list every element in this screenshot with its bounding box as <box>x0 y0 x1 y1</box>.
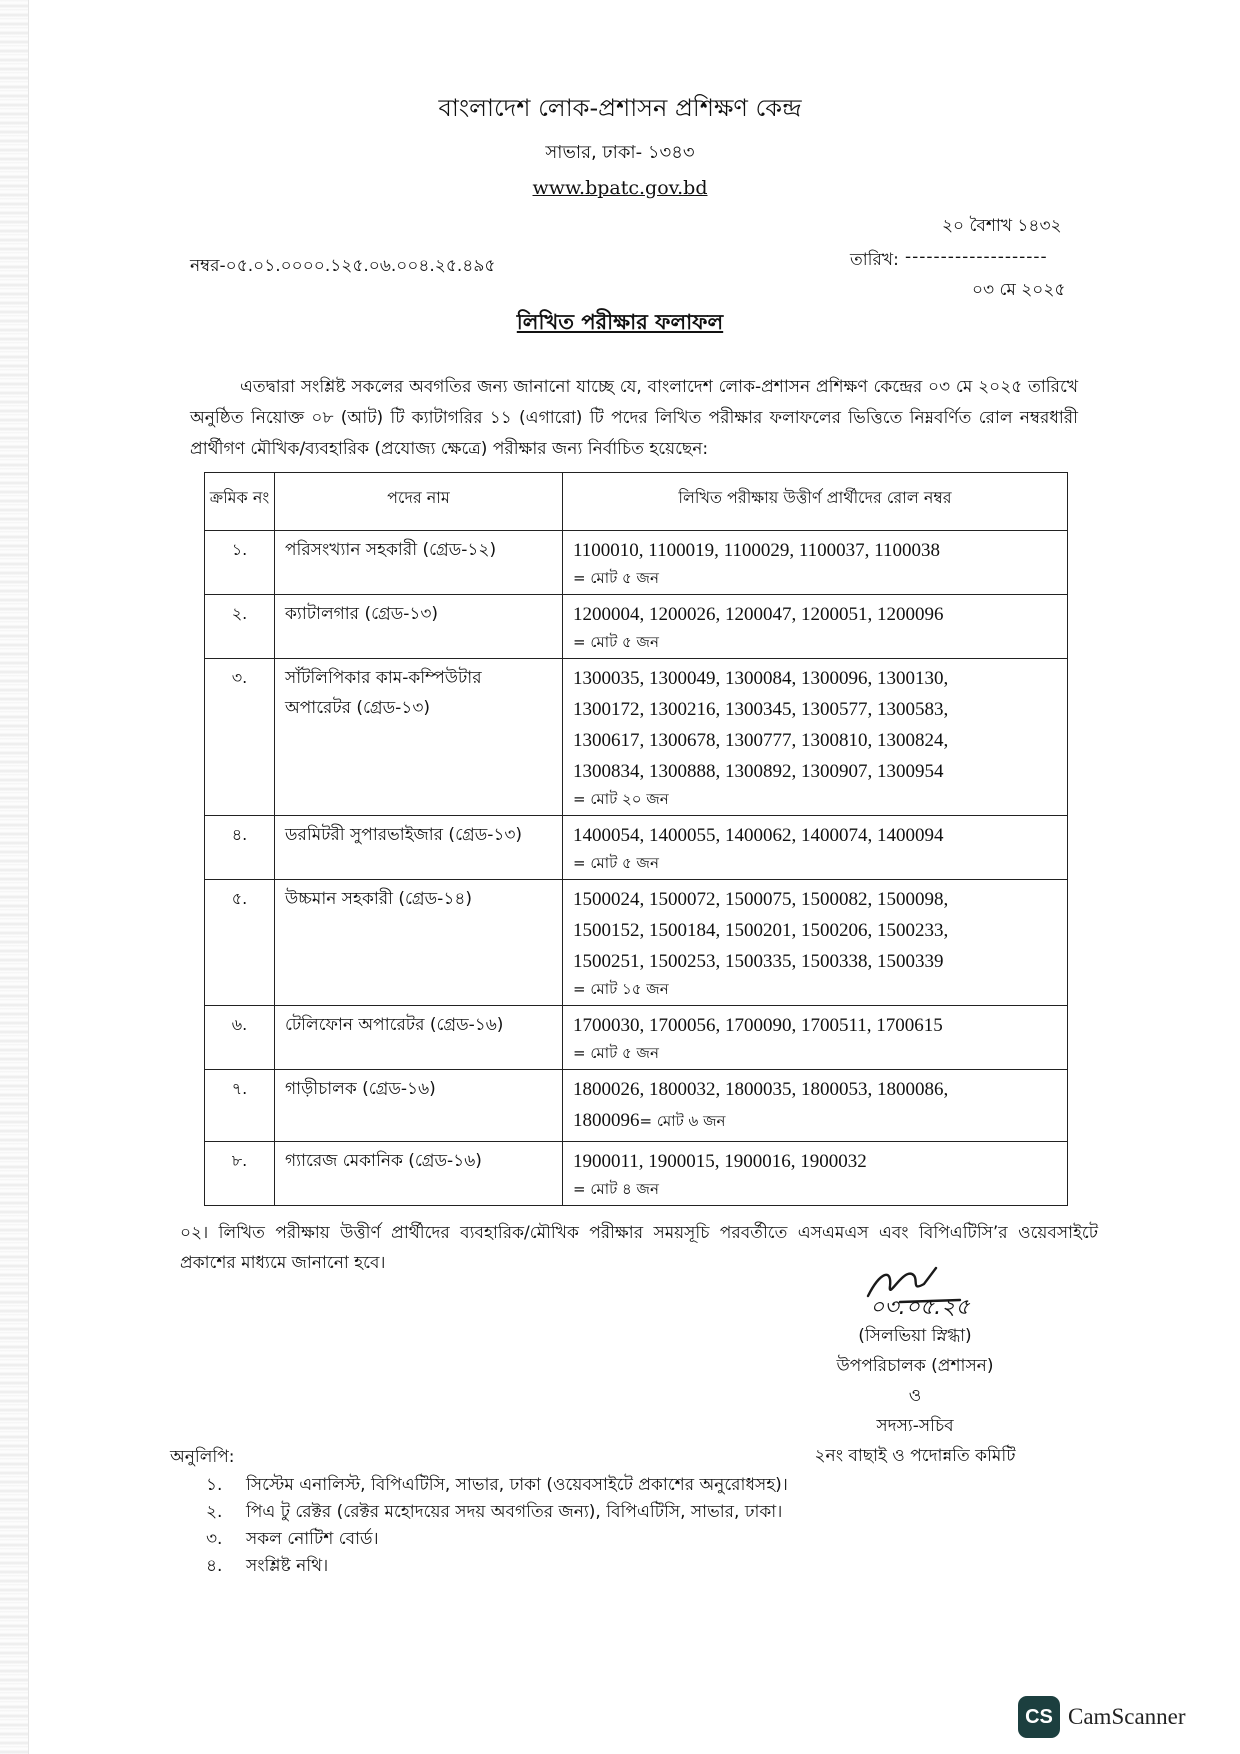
table-row <box>205 531 1068 595</box>
camscanner-label: CamScanner <box>1068 1704 1186 1729</box>
roll-total: = মোট ৪ জন <box>573 1180 659 1198</box>
table-body <box>205 531 1068 1206</box>
copy-item <box>206 1553 788 1580</box>
copy-item <box>206 1526 788 1553</box>
table-row <box>205 816 1068 880</box>
post-name-cell: ক্যাটালগার (গ্রেড-১৩) <box>275 595 563 659</box>
roll-numbers-cell <box>563 659 1068 816</box>
copy-text: সিস্টেম এনালিস্ট, বিপিএটিসি, সাভার, ঢাকা (ওয়েবসাইটে প্রকাশের অনুরোধসহ)। <box>246 1475 788 1495</box>
roll-total: = মোট ২০ জন <box>573 790 669 808</box>
roll-numbers-cell <box>563 1070 1068 1142</box>
roll-number-line: 1400054, 1400055, 1400062, 1400074, 1400094 <box>573 825 944 846</box>
organization-name: বাংলাদেশ লোক-প্রশাসন প্রশিক্ষণ কেন্দ্র <box>438 94 802 122</box>
roll-number-line: 1300035, 1300049, 1300084, 1300096, 1300130, <box>573 668 949 689</box>
copies-list <box>206 1472 788 1580</box>
serial-cell: ১. <box>205 531 275 595</box>
note-paragraph: ০২। লিখিত পরীক্ষায় উত্তীর্ণ প্রার্থীদের ব্যবহারিক/মৌখিক পরীক্ষার সময়সূচি পরবর্তীতে এসএমএস এবং বিপিএটিসি’র ওয়েবসাইটে প্রকাশের মাধ্যমে জানানো হবে। <box>180 1223 1098 1273</box>
roll-number-line: 1300617, 1300678, 1300777, 1300810, 1300824, <box>573 730 949 751</box>
letterhead <box>0 90 1240 199</box>
roll-total: = মোট ৫ জন <box>573 1044 659 1062</box>
camscanner-logo-icon: CS <box>1018 1696 1060 1738</box>
table-row <box>205 880 1068 1006</box>
signatory-conjunction: ও <box>908 1386 922 1406</box>
roll-number-line: 1100010, 1100019, 1100029, 1100037, 1100038 <box>573 540 940 561</box>
camscanner-watermark <box>1018 1696 1186 1738</box>
header-post: পদের নাম <box>275 473 563 531</box>
copy-text: সকল নোটিশ বোর্ড। <box>246 1529 379 1549</box>
signatory-name: (সিলভিয়া স্নিগ্ধা) <box>858 1326 972 1346</box>
roll-number-line: 1500024, 1500072, 1500075, 1500082, 1500098, <box>573 889 949 910</box>
signature-block <box>790 1262 1040 1471</box>
roll-numbers-cell <box>563 816 1068 880</box>
serial-cell: ৫. <box>205 880 275 1006</box>
table-row <box>205 1006 1068 1070</box>
table-header-row <box>205 473 1068 531</box>
copy-number: ২. <box>206 1502 223 1522</box>
copy-item <box>206 1472 788 1499</box>
table-row <box>205 659 1068 816</box>
roll-total: = মোট ৬ জন <box>639 1112 726 1130</box>
roll-number-line: 1500251, 1500253, 1500335, 1500338, 1500339 <box>573 951 944 972</box>
roll-total: = মোট ৫ জন <box>573 854 659 872</box>
post-name-cell: টেলিফোন অপারেটর (গ্রেড-১৬) <box>275 1006 563 1070</box>
copies-label: অনুলিপি: <box>170 1447 235 1467</box>
roll-numbers-cell <box>563 1142 1068 1206</box>
serial-cell: ৭. <box>205 1070 275 1142</box>
post-name-cell: উচ্চমান সহকারী (গ্রেড-১৪) <box>275 880 563 1006</box>
post-name-cell: সাঁটলিপিকার কাম-কম্পিউটার অপারেটর (গ্রেড-১৩) <box>275 659 563 816</box>
roll-total: = মোট ৫ জন <box>573 569 659 587</box>
roll-number-line: 1200004, 1200026, 1200047, 1200051, 1200096 <box>573 604 944 625</box>
serial-cell: ৮. <box>205 1142 275 1206</box>
memo-number: নম্বর-০৫.০১.০০০০.১২৫.০৬.০০৪.২৫.৪৯৫ <box>190 256 496 276</box>
roll-numbers-cell <box>563 1006 1068 1070</box>
copy-item <box>206 1499 788 1526</box>
post-name-cell: ডরমিটরী সুপারভাইজার (গ্রেড-১৩) <box>275 816 563 880</box>
serial-cell: ৬. <box>205 1006 275 1070</box>
copy-text: পিএ টু রেক্টর (রেক্টর মহোদয়ের সদয় অবগতির জন্য), বিপিএটিসি, সাভার, ঢাকা। <box>246 1502 783 1522</box>
roll-number-line: 1700030, 1700056, 1700090, 1700511, 1700615 <box>573 1015 943 1036</box>
date-english: ০৩ মে ২০২৫ <box>972 280 1066 300</box>
table-row <box>205 595 1068 659</box>
header-rolls: লিখিত পরীক্ষায় উত্তীর্ণ প্রার্থীদের রোল নম্বর <box>563 473 1068 531</box>
serial-cell: ২. <box>205 595 275 659</box>
table-row <box>205 1070 1068 1142</box>
signatory-designation: উপপরিচালক (প্রশাসন) <box>836 1356 994 1376</box>
roll-total: = মোট ১৫ জন <box>573 980 669 998</box>
date-label: তারিখ: <box>850 250 899 270</box>
roll-number-line: 1300172, 1300216, 1300345, 1300577, 1300583, <box>573 699 949 720</box>
intro-paragraph: এতদ্বারা সংশ্লিষ্ট সকলের অবগতির জন্য জানানো যাচ্ছে যে, বাংলাদেশ লোক-প্রশাসন প্রশিক্ষণ কেন্দ্রের ০৩ মে ২০২৫ তারিখে অনুষ্ঠিত নিয়োক্ত ০৮ (আট) টি ক্যাটাগরির ১১ (এগারো) টি পদের লিখিত পরীক্ষার ফলাফলের ভিত্তিতে নিম্নবর্ণিত রোল নম্বরধারী প্রার্থীগণ মৌখিক/ব্যবহারিক (প্রযোজ্য ক্ষেত্রে) পরীক্ষার জন্য নির্বাচিত হয়েছেন: <box>190 377 1078 459</box>
post-name-cell: গ্যারেজ মেকানিক (গ্রেড-১৬) <box>275 1142 563 1206</box>
signatory-role: সদস্য-সচিব <box>876 1416 954 1436</box>
results-table <box>204 472 1068 1206</box>
roll-total: = মোট ৫ জন <box>573 633 659 651</box>
roll-numbers-cell <box>563 880 1068 1006</box>
organization-address: সাভার, ঢাকা- ১৩৪৩ <box>545 142 695 163</box>
date-bangla: ২০ বৈশাখ ১৪৩২ <box>942 216 1062 236</box>
last-roll-number: 1800096 <box>573 1110 640 1131</box>
post-name-cell: গাড়ীচালক (গ্রেড-১৬) <box>275 1070 563 1142</box>
handwritten-signature <box>840 1262 990 1316</box>
table-row <box>205 1142 1068 1206</box>
date-separator: -------------------- <box>905 247 1048 267</box>
copy-number: ৩. <box>206 1529 223 1549</box>
copy-number: ৪. <box>206 1556 223 1576</box>
roll-number-line: 1500152, 1500184, 1500201, 1500206, 1500233, <box>573 920 949 941</box>
signatory-committee: ২নং বাছাই ও পদোন্নতি কমিটি <box>814 1446 1016 1466</box>
scanned-page-edge <box>0 0 29 1754</box>
roll-number-line: 1300834, 1300888, 1300892, 1300907, 1300954 <box>573 761 944 782</box>
roll-numbers-cell <box>563 531 1068 595</box>
header-serial: ক্রমিক নং <box>205 473 275 531</box>
copy-text: সংশ্লিষ্ট নথি। <box>246 1556 329 1576</box>
copy-number: ১. <box>206 1475 223 1495</box>
roll-number-line: 1800026, 1800032, 1800035, 1800053, 1800086, <box>573 1079 949 1100</box>
post-name-cell: পরিসংখ্যান সহকারী (গ্রেড-১২) <box>275 531 563 595</box>
organization-website: www.bpatc.gov.bd <box>532 177 708 199</box>
serial-cell: ৩. <box>205 659 275 816</box>
signature-date: ০৩.০৫.২৫ <box>870 1295 970 1316</box>
roll-numbers-cell <box>563 595 1068 659</box>
serial-cell: ৪. <box>205 816 275 880</box>
document-title: লিখিত পরীক্ষার ফলাফল <box>516 310 724 334</box>
roll-number-line: 1900011, 1900015, 1900016, 1900032 <box>573 1151 867 1172</box>
roll-number-line <box>573 1105 1057 1137</box>
